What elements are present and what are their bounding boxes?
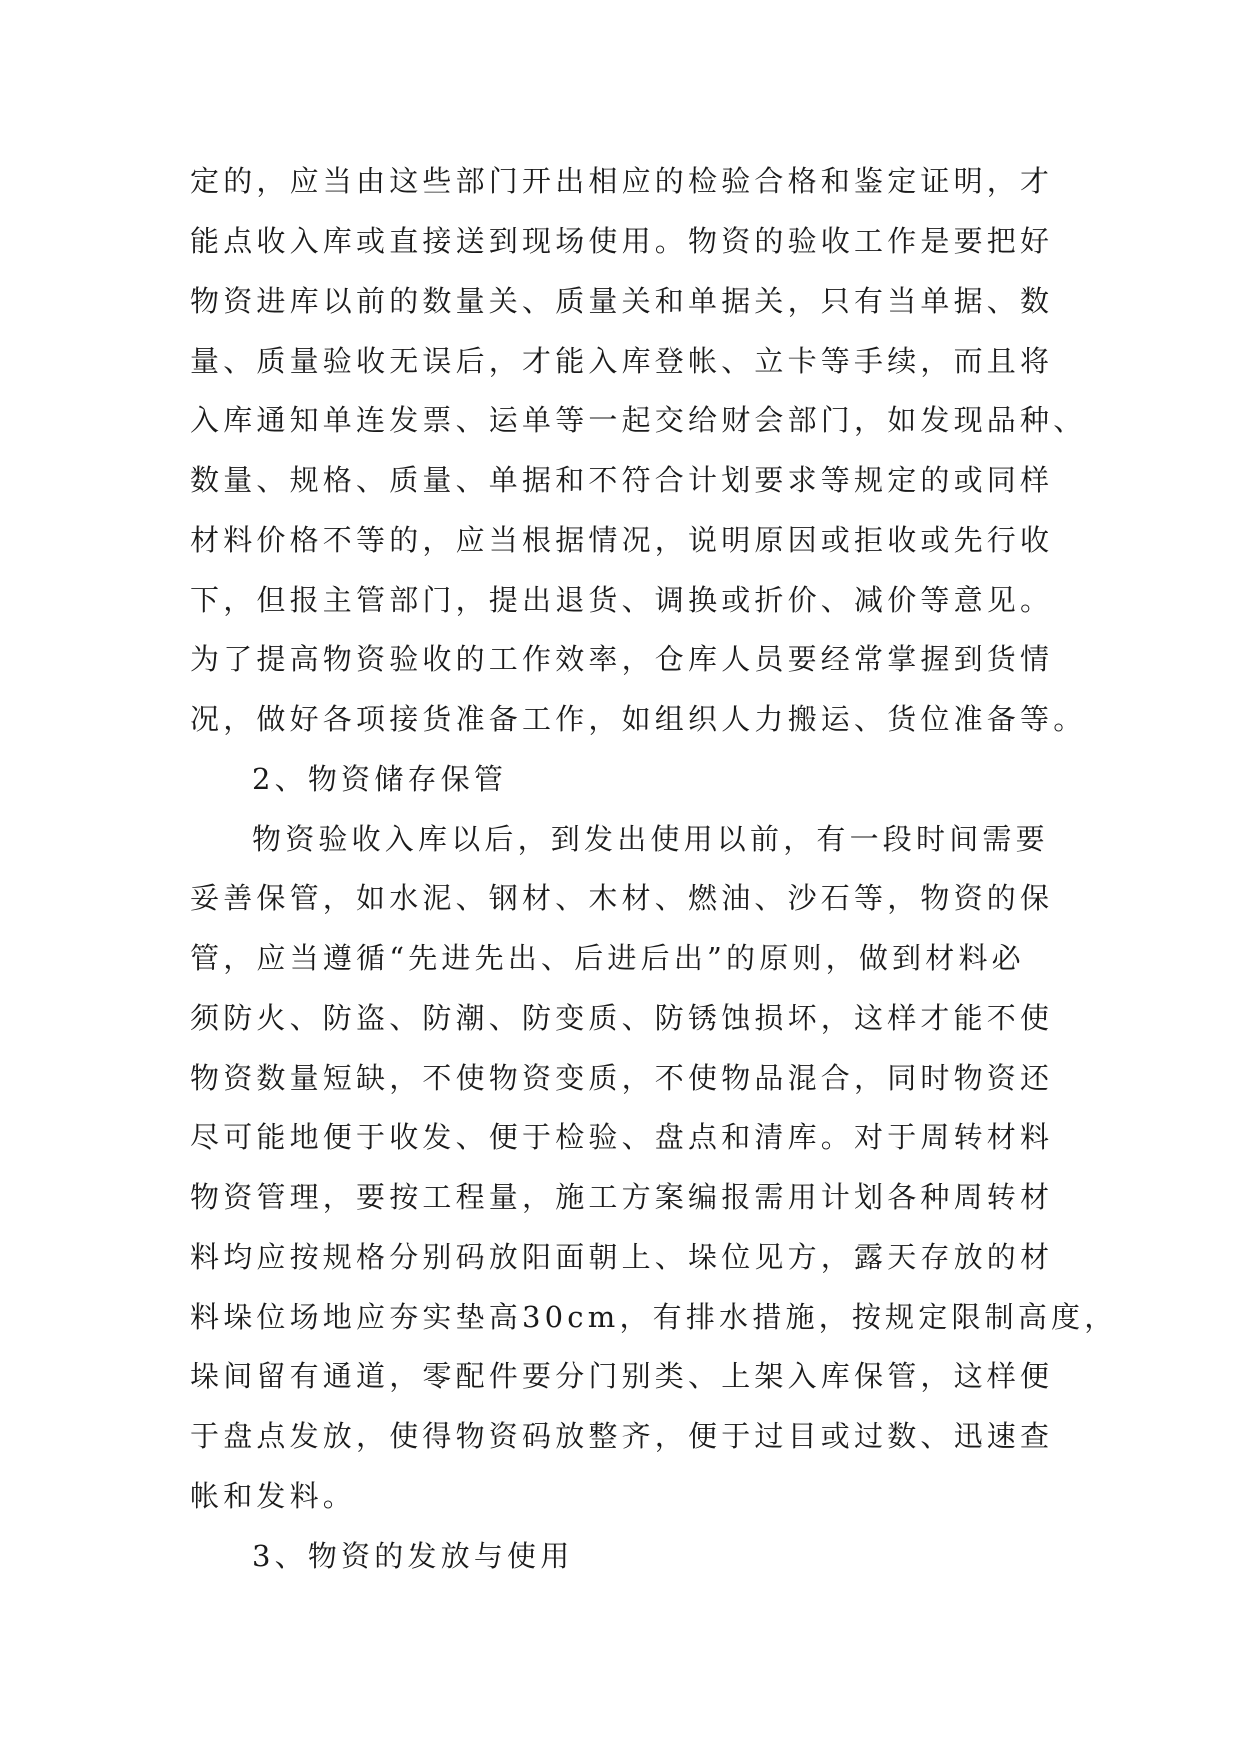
paragraph-line: 管，应当遵循“先进先出、后进后出”的原则，做到材料必 (190, 941, 1025, 975)
paragraph-line: 况，做好各项接货准备工作，如组织人力搬运、货位准备等。 (190, 702, 1087, 736)
paragraph-line: 尽可能地便于收发、便于检验、盘点和清库。对于周转材料 (190, 1120, 1054, 1154)
section-heading: 3、物资的发放与使用 (252, 1539, 574, 1573)
paragraph-line: 材料价格不等的，应当根据情况，说明原因或拒收或先行收 (190, 523, 1054, 557)
paragraph-line: 物资进库以前的数量关、质量关和单据关，只有当单据、数 (190, 284, 1054, 318)
paragraph-line: 定的，应当由这些部门开出相应的检验合格和鉴定证明，才 (190, 164, 1054, 198)
paragraph-line: 数量、规格、质量、单据和不符合计划要求等规定的或同样 (190, 463, 1054, 497)
paragraph-line: 入库通知单连发票、运单等一起交给财会部门，如发现品种、 (190, 403, 1087, 437)
paragraph-line: 垛间留有通道，零配件要分门别类、上架入库保管，这样便 (190, 1359, 1054, 1393)
paragraph-line: 须防火、防盗、防潮、防变质、防锈蚀损坏，这样才能不使 (190, 1001, 1054, 1035)
paragraph-line: 料垛位场地应夯实垫高30cm，有排水措施，按规定限制高度， (190, 1300, 1118, 1334)
paragraph-line: 物资管理，要按工程量，施工方案编报需用计划各种周转材 (190, 1180, 1054, 1214)
paragraph-line: 为了提高物资验收的工作效率，仓库人员要经常掌握到货情 (190, 642, 1054, 676)
paragraph-line: 帐和发料。 (190, 1479, 357, 1513)
paragraph-line: 量、质量验收无误后，才能入库登帐、立卡等手续，而且将 (190, 344, 1054, 378)
paragraph-line: 下，但报主管部门，提出退货、调换或折价、减价等意见。 (190, 583, 1054, 617)
paragraph-line: 能点收入库或直接送到现场使用。物资的验收工作是要把好 (190, 224, 1054, 258)
paragraph-line: 物资验收入库以后，到发出使用以前，有一段时间需要 (252, 822, 1049, 856)
paragraph-line: 妥善保管，如水泥、钢材、木材、燃油、沙石等，物资的保 (190, 881, 1054, 915)
paragraph-line: 物资数量短缺，不使物资变质，不使物品混合，同时物资还 (190, 1061, 1054, 1095)
paragraph-line: 料均应按规格分别码放阳面朝上、垛位见方，露天存放的材 (190, 1240, 1054, 1274)
paragraph-line: 于盘点发放，使得物资码放整齐，便于过目或过数、迅速查 (190, 1419, 1054, 1453)
section-heading: 2、物资储存保管 (252, 762, 508, 796)
